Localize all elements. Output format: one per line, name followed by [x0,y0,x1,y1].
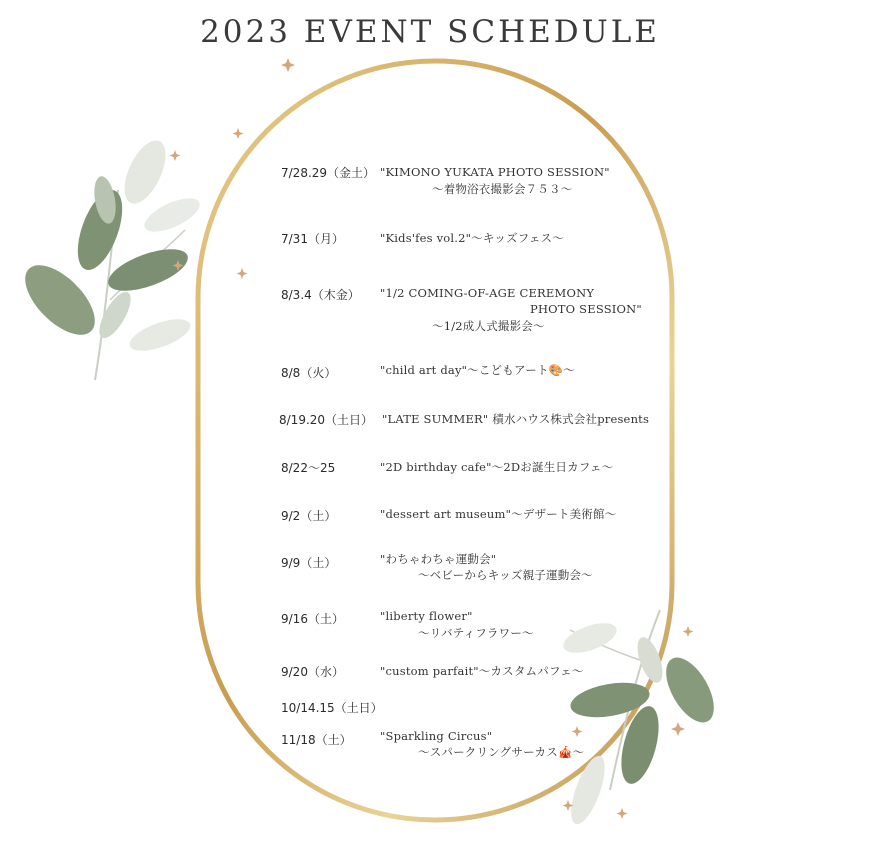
event-title: "Sparkling Circus" [380,729,493,743]
event-date: 7/31（月） [281,232,344,246]
event-title: "LATE SUMMER" 積水ハウス株式会社presents [382,412,650,426]
event-title: "KIMONO YUKATA PHOTO SESSION" [380,165,610,179]
event-date: 9/20（水） [281,665,344,679]
event-date: 8/8（火） [281,366,337,380]
event-date: 11/18（土） [281,733,352,747]
event-subtitle: 〜スパークリングサーカス🎪〜 [418,745,585,759]
event-title: "わちゃわちゃ運動会" [380,552,497,566]
event-date: 9/9（土） [281,556,337,570]
event-title: "1/2 COMING-OF-AGE CEREMONY [380,286,595,300]
page-title: 2023 EVENT SCHEDULE [200,14,660,50]
event-date: 8/22〜25 [281,461,336,475]
event-subtitle: 〜ベビーからキッズ親子運動会〜 [418,568,593,582]
event-date: 7/28.29（金土） [281,166,376,180]
event-date: 8/19.20（土日） [279,413,374,427]
event-subtitle: 〜着物浴衣撮影会７５３〜 [432,182,573,196]
event-title: "custom parfait"〜カスタムパフェ〜 [380,664,584,678]
event-title: "dessert art museum"〜デザート美術館〜 [380,507,617,521]
event-title: "2D birthday cafe"〜2Dお誕生日カフェ〜 [380,460,614,474]
event-subtitle: 〜1/2成人式撮影会〜 [432,319,545,333]
event-title: "Kids'fes vol.2"〜キッズフェス〜 [380,231,564,245]
event-date: 9/2（土） [281,509,337,523]
event-title: "child art day"〜こどもアート🎨〜 [380,363,575,377]
event-title-cont: PHOTO SESSION" [530,302,642,316]
event-subtitle: 〜リバティフラワー〜 [418,626,534,640]
event-date: 10/14.15（土日） [281,701,383,715]
event-date: 8/3.4（木金） [281,288,360,302]
event-title: "liberty flower" [380,609,473,623]
event-date: 9/16（土） [281,612,344,626]
